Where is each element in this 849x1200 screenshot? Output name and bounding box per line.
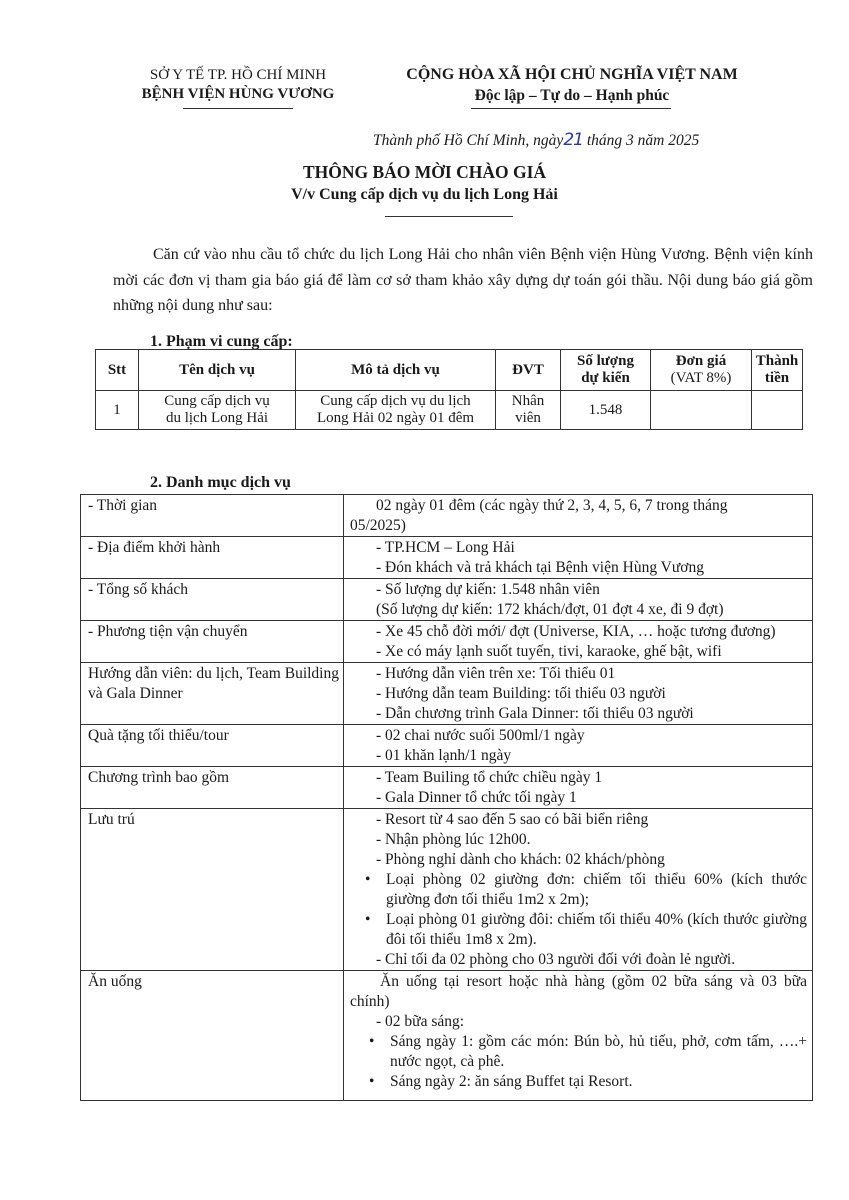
time-label: - Thời gian (81, 495, 344, 537)
table-row (81, 579, 813, 621)
time-value (344, 495, 813, 537)
food-label: Ăn uống (81, 971, 344, 1101)
document-title: THÔNG BÁO MỜI CHÀO GIÁ (302, 162, 547, 182)
transport-label: - Phương tiện vận chuyển (81, 621, 344, 663)
hospital-name: BỆNH VIỆN HÙNG VƯƠNG (141, 86, 335, 102)
stay-bullet-1: • Loại phòng 02 giường đơn: chiếm tối thiểu 60% (kích thước giường đơn tối thiểu 1m2 x 2m); (350, 870, 807, 910)
depart-line1: - TP.HCM – Long Hải (376, 539, 515, 556)
table-row (81, 621, 813, 663)
cell-total (752, 391, 803, 430)
cell-name-line1: Cung cấp dịch vụ (164, 393, 270, 409)
cell-unit-line1: Nhân (511, 393, 545, 409)
col-total-line2: tiền (764, 370, 790, 386)
depart-label: - Địa điểm khởi hành (81, 537, 344, 579)
stay-value (344, 809, 813, 971)
stay-line3: - Phòng nghỉ dành cho khách: 02 khách/phòng (376, 851, 665, 868)
depart-value (344, 537, 813, 579)
cell-unit (496, 391, 561, 430)
col-unit-price (651, 350, 752, 391)
guide-line2: - Hướng dẫn team Building: tối thiểu 03 người (376, 685, 666, 702)
col-description: Mô tả dịch vụ (296, 350, 496, 391)
program-line1: - Team Builing tổ chức chiều ngày 1 (376, 769, 603, 786)
guests-line1: - Số lượng dự kiến: 1.548 nhân viên (376, 581, 600, 598)
cell-unit-price (651, 391, 752, 430)
national-header (362, 64, 782, 106)
food-bullet-2: • Sáng ngày 2: ăn sáng Buffet tại Resort. (350, 1072, 807, 1092)
guests-line2: (Số lượng dự kiến: 172 khách/đợt, 01 đợt 4 xe, đi 9 đợt) (376, 601, 724, 618)
stay-line4: - Chỉ tối đa 02 phòng cho 03 người đối với đoàn lẻ người. (376, 951, 736, 968)
table-row (81, 971, 813, 1101)
col-service-name: Tên dịch vụ (139, 350, 296, 391)
stay-bullet-2: • Loại phòng 01 giường đôi: chiếm tối thiểu 40% (kích thước giường đôi tối thiểu 1m8 x 2m). (350, 910, 807, 950)
table-row (81, 663, 813, 725)
program-label: Chương trình bao gồm (81, 767, 344, 809)
intro-text: Căn cứ vào nhu cầu tổ chức du lịch Long Hải cho nhân viên Bệnh viện Hùng Vương. Bệnh viện kính mời các đơn vị tham gia báo giá để làm cơ sở tham khảo xây dựng dự toán gói thầu. Nội dung báo giá gồm những nội dung như sau: (113, 246, 813, 314)
col-total (752, 350, 803, 391)
scope-table (95, 349, 803, 430)
col-price-line2: (VAT 8%) (670, 370, 732, 386)
title-underline (385, 216, 513, 217)
gift-line2: - 01 khăn lạnh/1 ngày (376, 747, 512, 764)
section-2-heading: 2. Danh mục dịch vụ (150, 474, 291, 491)
guide-line3: - Dẫn chương trình Gala Dinner: tối thiểu 03 người (376, 705, 694, 722)
section-1-heading: 1. Phạm vi cung cấp: (150, 333, 293, 350)
cell-service-name (139, 391, 296, 430)
cell-unit-line2: viên (515, 410, 541, 426)
stay-label: Lưu trú (81, 809, 344, 971)
gift-line1: - 02 chai nước suối 500ml/1 ngày (376, 727, 585, 744)
table-row (81, 809, 813, 971)
col-price-line1: Đơn giá (675, 353, 727, 369)
guests-value (344, 579, 813, 621)
program-value (344, 767, 813, 809)
cell-desc-line1: Cung cấp dịch vụ du lịch (320, 393, 471, 409)
department-name: SỞ Y TẾ TP. HỒ CHÍ MINH (149, 67, 327, 83)
cell-description (296, 391, 496, 430)
time-line2: 05/2025) (350, 517, 406, 534)
header-left-underline (183, 108, 293, 109)
transport-line1: - Xe 45 chỗ đời mới/ đợt (Universe, KIA, … hoặc tương đương) (376, 623, 776, 640)
program-line2: - Gala Dinner tổ chức tối ngày 1 (376, 789, 577, 806)
gift-value (344, 725, 813, 767)
stay-line2: - Nhận phòng lúc 12h00. (376, 831, 531, 848)
food-value (344, 971, 813, 1101)
table-row (81, 767, 813, 809)
organization-header (118, 66, 358, 104)
transport-line2: - Xe có máy lạnh suốt tuyến, tivi, karaoke, ghế bật, wifi (376, 643, 722, 660)
col-stt: Stt (96, 350, 139, 391)
cell-desc-line2: Long Hải 02 ngày 01 đêm (316, 410, 475, 426)
national-motto: Độc lập – Tự do – Hạnh phúc (474, 87, 670, 104)
table-row (96, 391, 803, 430)
date-prefix: Thành phố Hồ Chí Minh, ngày (373, 132, 564, 149)
guests-label: - Tổng số khách (81, 579, 344, 621)
header-right-underline (471, 108, 671, 109)
col-quantity-line2: dự kiến (581, 370, 630, 386)
col-unit: ĐVT (496, 350, 561, 391)
col-quantity (561, 350, 651, 391)
document-subtitle: V/v Cung cấp dịch vụ du lịch Long Hải (291, 186, 558, 203)
cell-name-line2: du lịch Long Hải (165, 410, 269, 426)
document-date (373, 130, 699, 150)
guide-label: Hướng dẫn viên: du lịch, Team Building và Gala Dinner (81, 663, 344, 725)
table-row (81, 725, 813, 767)
intro-paragraph (113, 242, 813, 319)
time-line1: 02 ngày 01 đêm (các ngày thứ 2, 3, 4, 5, 6, 7 trong tháng (376, 497, 728, 514)
depart-line2: - Đón khách và trả khách tại Bệnh viện Hùng Vương (376, 559, 704, 576)
food-line1: Ăn uống tại resort hoặc nhà hàng (gồm 02 bữa sáng và 03 bữa chính) (350, 973, 807, 1010)
food-bullet-1: • Sáng ngày 1: gồm các món: Bún bò, hủ tiếu, phở, cơm tấm, ….+ nước ngọt, cà phê. (350, 1032, 807, 1072)
cell-quantity: 1.548 (561, 391, 651, 430)
cell-stt: 1 (96, 391, 139, 430)
guide-value (344, 663, 813, 725)
scope-table-header (96, 350, 803, 391)
col-quantity-line1: Số lượng (577, 353, 634, 369)
gift-label: Quà tặng tối thiểu/tour (81, 725, 344, 767)
service-list-table (80, 494, 813, 1101)
table-row (81, 537, 813, 579)
date-suffix: tháng 3 năm 2025 (582, 132, 700, 149)
nation-name: CỘNG HÒA XÃ HỘI CHỦ NGHĨA VIỆT NAM (406, 66, 738, 83)
food-line2: - 02 bữa sáng: (376, 1013, 465, 1030)
stay-line1: - Resort từ 4 sao đến 5 sao có bãi biển riêng (376, 811, 649, 828)
table-row (81, 495, 813, 537)
col-total-line1: Thành (755, 353, 799, 369)
guide-line1: - Hướng dẫn viên trên xe: Tối thiểu 01 (376, 665, 616, 682)
transport-value (344, 621, 813, 663)
date-day-handwritten: 21 (563, 130, 583, 150)
